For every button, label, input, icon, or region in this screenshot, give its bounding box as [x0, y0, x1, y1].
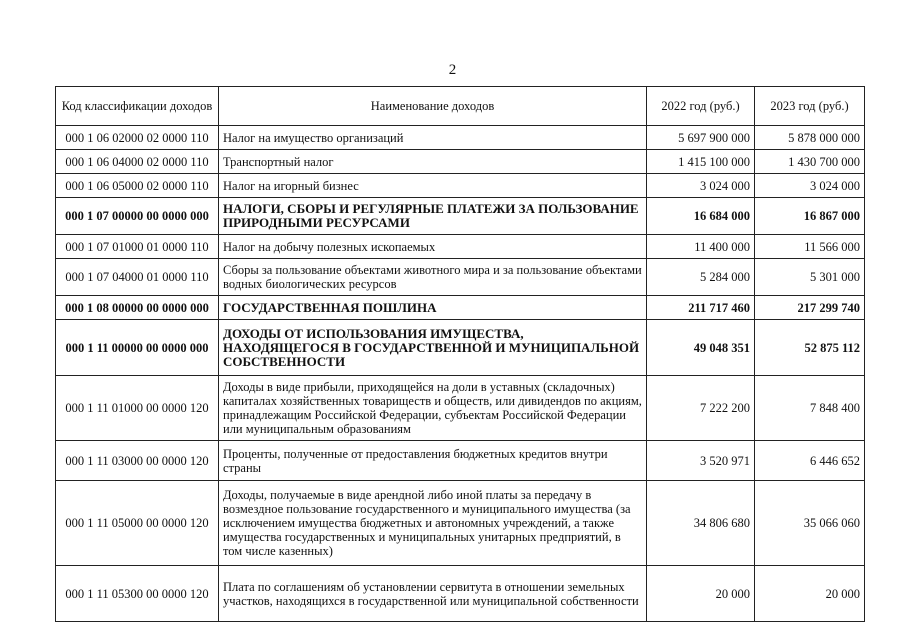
row-name: Налог на игорный бизнес [219, 174, 647, 198]
row-name: НАЛОГИ, СБОРЫ И РЕГУЛЯРНЫЕ ПЛАТЕЖИ ЗА ПОЛЬЗОВАНИЕ ПРИРОДНЫМИ РЕСУРСАМИ [219, 198, 647, 235]
row-2022: 3 520 971 [647, 441, 755, 481]
row-2022: 3 024 000 [647, 174, 755, 198]
row-2022: 1 415 100 000 [647, 150, 755, 174]
row-2023: 1 430 700 000 [755, 150, 865, 174]
row-code: 000 1 11 03000 00 0000 120 [56, 441, 219, 481]
row-code: 000 1 07 00000 00 0000 000 [56, 198, 219, 235]
row-2023: 3 024 000 [755, 174, 865, 198]
row-code: 000 1 08 00000 00 0000 000 [56, 296, 219, 320]
row-2023: 217 299 740 [755, 296, 865, 320]
row-2023: 52 875 112 [755, 320, 865, 376]
row-2022: 20 000 [647, 566, 755, 622]
row-code: 000 1 11 00000 00 0000 000 [56, 320, 219, 376]
table-row [56, 376, 865, 441]
row-code: 000 1 07 01000 01 0000 110 [56, 235, 219, 259]
row-name: Сборы за пользование объектами животного мира и за пользование объектами водных биологических ресурсов [219, 259, 647, 296]
row-code: 000 1 06 02000 02 0000 110 [56, 126, 219, 150]
row-name: Транспортный налог [219, 150, 647, 174]
row-code: 000 1 11 05300 00 0000 120 [56, 566, 219, 622]
row-2022: 211 717 460 [647, 296, 755, 320]
page-number: 2 [448, 62, 457, 78]
row-code: 000 1 06 04000 02 0000 110 [56, 150, 219, 174]
row-2022: 16 684 000 [647, 198, 755, 235]
revenue-table [55, 86, 865, 622]
row-2023: 11 566 000 [755, 235, 865, 259]
row-name: Проценты, полученные от предоставления бюджетных кредитов внутри страны [219, 441, 647, 481]
row-2023: 16 867 000 [755, 198, 865, 235]
table-row [56, 235, 865, 259]
row-code: 000 1 11 01000 00 0000 120 [56, 376, 219, 441]
row-2023: 5 301 000 [755, 259, 865, 296]
table-row [56, 259, 865, 296]
table-row [56, 566, 865, 622]
table-header-row [56, 87, 865, 126]
table-row [56, 150, 865, 174]
row-2022: 49 048 351 [647, 320, 755, 376]
table-row-section [56, 296, 865, 320]
row-code: 000 1 07 04000 01 0000 110 [56, 259, 219, 296]
row-name: Доходы в виде прибыли, приходящейся на доли в уставных (складочных) капиталах хозяйственных товариществ и обществ, или дивидендов по акциям, принадлежащим Российской Федерации, субъектам Российской Федерации или муниципальным образованиям [219, 376, 647, 441]
row-2022: 7 222 200 [647, 376, 755, 441]
header-2022: 2022 год (руб.) [647, 87, 755, 126]
header-code: Код классификации доходов [56, 87, 219, 126]
table-row [56, 481, 865, 566]
row-name: Плата по соглашениям об установлении сервитута в отношении земельных участков, находящихся в государственной или муниципальной собственности [219, 566, 647, 622]
header-name: Наименование доходов [219, 87, 647, 126]
row-code: 000 1 06 05000 02 0000 110 [56, 174, 219, 198]
table-row [56, 126, 865, 150]
table-row-section [56, 320, 865, 376]
header-2023: 2023 год (руб.) [755, 87, 865, 126]
row-2023: 35 066 060 [755, 481, 865, 566]
table-row-section [56, 198, 865, 235]
row-2023: 7 848 400 [755, 376, 865, 441]
table-row [56, 441, 865, 481]
row-name: Налог на добычу полезных ископаемых [219, 235, 647, 259]
row-2023: 5 878 000 000 [755, 126, 865, 150]
table-row [56, 174, 865, 198]
row-2022: 5 284 000 [647, 259, 755, 296]
row-2022: 34 806 680 [647, 481, 755, 566]
row-2022: 11 400 000 [647, 235, 755, 259]
row-2023: 20 000 [755, 566, 865, 622]
row-name: Налог на имущество организаций [219, 126, 647, 150]
row-name: Доходы, получаемые в виде арендной либо иной платы за передачу в возмездное пользование государственного и муниципального имущества (за исключением имущества бюджетных и автономных учреждений, а также имущества государственных и муниципальных унитарных предприятий, в том числе казенных) [219, 481, 647, 566]
row-2022: 5 697 900 000 [647, 126, 755, 150]
row-name: ДОХОДЫ ОТ ИСПОЛЬЗОВАНИЯ ИМУЩЕСТВА, НАХОДЯЩЕГОСЯ В ГОСУДАРСТВЕННОЙ И МУНИЦИПАЛЬНОЙ СОБСТВЕННОСТИ [219, 320, 647, 376]
row-2023: 6 446 652 [755, 441, 865, 481]
row-name: ГОСУДАРСТВЕННАЯ ПОШЛИНА [219, 296, 647, 320]
row-code: 000 1 11 05000 00 0000 120 [56, 481, 219, 566]
